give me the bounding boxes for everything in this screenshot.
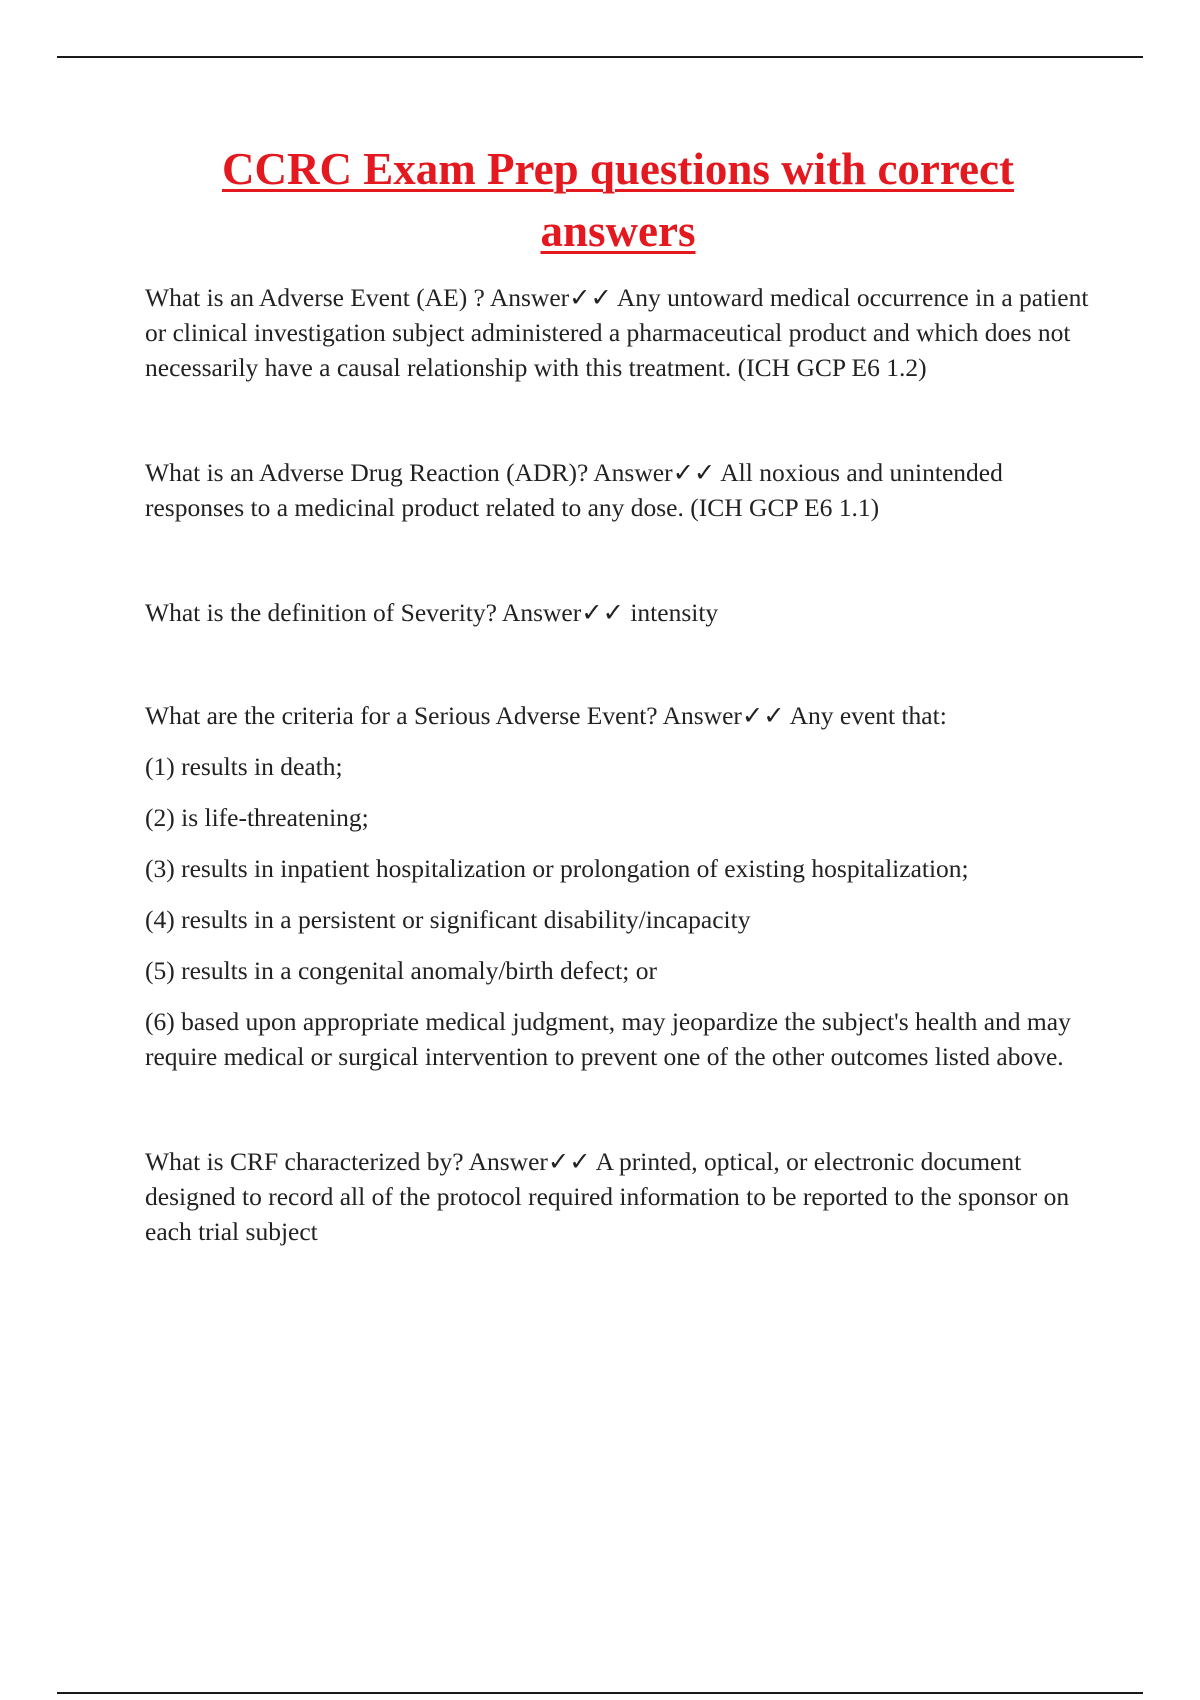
sae-criterion-1: (1) results in death; [145,752,343,781]
qa-adverse-drug-reaction: What is an Adverse Drug Reaction (ADR)? Answer✓✓ All noxious and unintended responses to a medicinal product related to any dose. (ICH GCP E6 1.1) [145,458,1003,522]
header-rule [57,56,1143,58]
qa-adverse-event: What is an Adverse Event (AE) ? Answer✓✓ Any untoward medical occurrence in a patient or clinical investigation subject administered a pharmaceutical product and which does not necessarily have a causal relationship with this treatment. (ICH GCP E6 1.2) [145,283,1089,382]
sae-criterion-3: (3) results in inpatient hospitalization or prolongation of existing hospitalization; [145,854,969,883]
sae-criterion-6: (6) based upon appropriate medical judgment, may jeopardize the subject's health and may require medical or surgical intervention to prevent one of the other outcomes listed above. [145,1007,1071,1071]
footer-rule [57,1692,1143,1694]
qa-severity: What is the definition of Severity? Answer✓✓ intensity [145,598,719,627]
sae-criterion-4: (4) results in a persistent or significant disability/incapacity [145,905,751,934]
document-title: CCRC Exam Prep questions with correct answers [221,144,1014,256]
document-body [145,280,1095,1249]
sae-criterion-5: (5) results in a congenital anomaly/birth defect; or [145,956,657,985]
qa-serious-adverse-event: What are the criteria for a Serious Adverse Event? Answer✓✓ Any event that: [145,701,947,730]
qa-crf: What is CRF characterized by? Answer✓✓ A printed, optical, or electronic document designed to record all of the protocol required information to be reported to the sponsor on each trial subject [145,1147,1070,1246]
sae-criterion-2: (2) is life-threatening; [145,803,369,832]
